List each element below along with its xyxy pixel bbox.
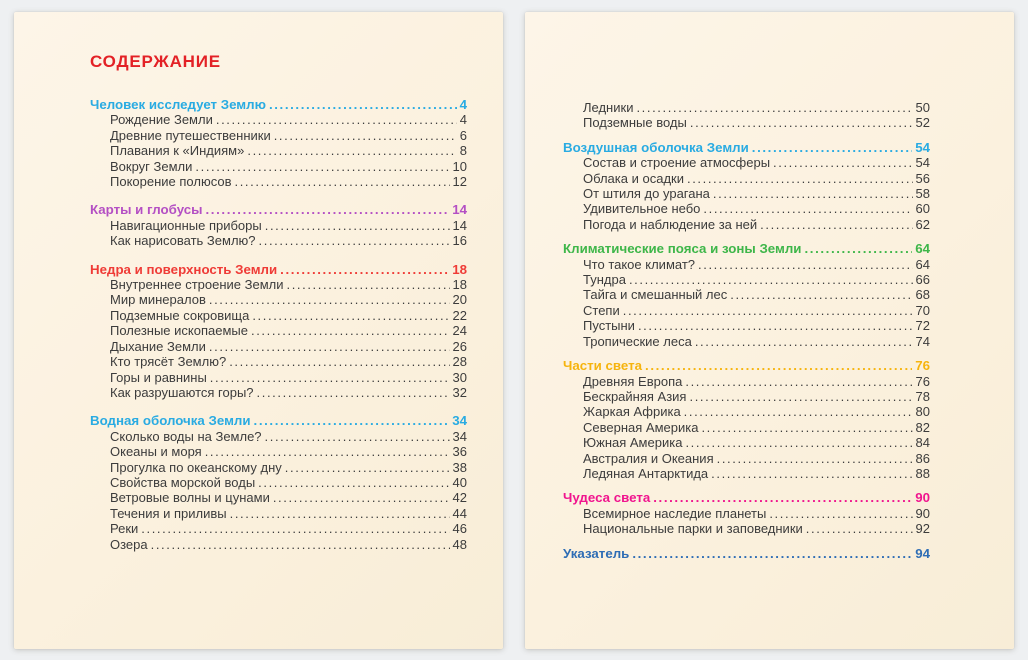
page-number: 86 — [915, 450, 930, 466]
left-page — [14, 12, 503, 649]
entry-label: Степи — [583, 302, 620, 318]
entry-label: Подземные воды — [583, 115, 687, 131]
toc-section — [563, 358, 930, 481]
toc-entry — [90, 143, 467, 158]
entry-label: Удивительное небо — [583, 201, 701, 217]
entry-label: Как нарисовать Землю? — [110, 233, 256, 249]
entry-label: Полезные ископаемые — [110, 323, 248, 339]
page-number: 68 — [915, 287, 930, 303]
page-number: 4 — [459, 97, 467, 112]
toc-entry — [563, 334, 930, 349]
toc-entry — [563, 374, 930, 389]
toc-title: СОДЕРЖАНИЕ — [90, 52, 221, 71]
entry-label: Тропические леса — [583, 333, 692, 349]
toc-entry — [90, 174, 467, 189]
dot-leader — [141, 521, 449, 536]
toc-entry — [563, 303, 930, 318]
toc-section-heading — [563, 546, 930, 561]
toc-entry — [90, 233, 467, 248]
toc-entry — [90, 475, 467, 490]
entry-label: Указатель — [563, 545, 630, 561]
entry-label: Облака и осадки — [583, 170, 684, 186]
page-number: 92 — [915, 521, 930, 537]
page-number: 30 — [452, 369, 467, 385]
dot-leader — [254, 413, 450, 428]
dot-leader — [229, 354, 449, 369]
dot-leader — [806, 521, 913, 536]
toc-section-heading — [563, 490, 930, 505]
entry-label: Части света — [563, 358, 643, 374]
page-number: 58 — [915, 186, 930, 202]
dot-leader — [653, 490, 912, 505]
dot-leader — [687, 171, 913, 186]
toc-section — [90, 97, 467, 189]
entry-label: Мир минералов — [110, 292, 206, 308]
page-number: 34 — [452, 428, 467, 444]
dot-leader — [623, 303, 913, 318]
toc-entry — [563, 155, 930, 170]
right-page-content — [563, 100, 930, 561]
page-number: 28 — [452, 354, 467, 370]
page-number: 16 — [452, 233, 467, 249]
toc-section-heading — [90, 202, 467, 217]
dot-leader — [689, 389, 912, 404]
entry-label: Океаны и моря — [110, 444, 202, 460]
dot-leader — [251, 323, 450, 338]
page-number: 54 — [915, 139, 930, 155]
page-number: 10 — [452, 158, 467, 174]
entry-label: Как разрушаются горы? — [110, 384, 254, 400]
toc-entry — [563, 404, 930, 419]
page-number: 26 — [452, 338, 467, 354]
toc-entry — [563, 171, 930, 186]
toc-section — [90, 202, 467, 248]
entry-label: Вокруг Земли — [110, 158, 193, 174]
dot-leader — [629, 272, 913, 287]
entry-label: Национальные парки и заповедники — [583, 521, 803, 537]
right-toc-column — [563, 100, 930, 561]
entry-label: Погода и наблюдение за ней — [583, 216, 758, 232]
toc-entry — [90, 218, 467, 233]
entry-label: Южная Америка — [583, 435, 683, 451]
page-number: 38 — [452, 459, 467, 475]
entry-label: От штиля до урагана — [583, 186, 710, 202]
toc-section-heading — [563, 140, 930, 155]
page-number: 14 — [452, 202, 467, 218]
entry-label: Плавания к «Индиям» — [110, 143, 245, 159]
toc-entry — [563, 435, 930, 450]
dot-leader — [252, 308, 449, 323]
dot-leader — [258, 475, 449, 490]
page-number: 82 — [915, 419, 930, 435]
dot-leader — [730, 287, 912, 302]
entry-label: Ветровые волны и цунами — [110, 490, 270, 506]
dot-leader — [273, 490, 450, 505]
toc-entry — [563, 272, 930, 287]
toc-entry — [90, 112, 467, 127]
dot-leader — [685, 435, 912, 450]
toc-entry — [90, 292, 467, 307]
page-number: 44 — [452, 505, 467, 521]
toc-entry — [90, 277, 467, 292]
entry-label: Человек исследует Землю — [90, 97, 266, 112]
dot-leader — [265, 429, 450, 444]
page-number: 32 — [452, 384, 467, 400]
toc-entry — [563, 201, 930, 216]
dot-leader — [698, 257, 913, 272]
toc-entry — [563, 287, 930, 302]
entry-label: Северная Америка — [583, 419, 699, 435]
page-number: 70 — [915, 302, 930, 318]
entry-label: Всемирное наследие планеты — [583, 505, 767, 521]
page-number: 64 — [915, 256, 930, 272]
dot-leader — [287, 277, 450, 292]
toc-entry — [90, 323, 467, 338]
entry-label: Рождение Земли — [110, 112, 213, 128]
entry-label: Бескрайняя Азия — [583, 388, 687, 404]
dot-leader — [638, 318, 913, 333]
toc-entry — [90, 490, 467, 505]
page-number: 14 — [452, 217, 467, 233]
entry-label: Подземные сокровища — [110, 307, 250, 323]
dot-leader — [769, 506, 912, 521]
toc-entry — [90, 354, 467, 369]
page-number: 12 — [452, 174, 467, 190]
entry-label: Древняя Европа — [583, 373, 683, 389]
toc-entry — [90, 308, 467, 323]
page-number: 90 — [915, 490, 930, 506]
entry-label: Внутреннее строение Земли — [110, 277, 284, 293]
entry-label: Течения и приливы — [110, 505, 227, 521]
entry-label: Древние путешественники — [110, 127, 271, 143]
page-number: 6 — [459, 127, 467, 143]
page-number: 52 — [915, 115, 930, 131]
page-number: 54 — [915, 155, 930, 171]
dot-leader — [265, 218, 450, 233]
dot-leader — [205, 444, 450, 459]
toc-entry — [563, 420, 930, 435]
right-page — [525, 12, 1014, 649]
toc-entry — [90, 460, 467, 475]
dot-leader — [684, 404, 913, 419]
toc-entry — [90, 159, 467, 174]
toc-entry — [90, 128, 467, 143]
toc-section — [563, 546, 930, 561]
entry-label: Озера — [110, 536, 148, 552]
page-number: 50 — [915, 100, 930, 115]
toc-entry — [563, 100, 930, 115]
page-number: 42 — [452, 490, 467, 506]
dot-leader — [685, 374, 912, 389]
entry-label: Ледяная Антарктида — [583, 465, 709, 481]
entry-label: Австралия и Океания — [583, 450, 714, 466]
toc-entry — [563, 506, 930, 521]
dot-leader — [195, 159, 449, 174]
toc-section-heading — [563, 358, 930, 373]
left-page-content — [90, 52, 467, 552]
page-number: 40 — [452, 474, 467, 490]
dot-leader — [632, 546, 912, 561]
dot-leader — [209, 339, 450, 354]
toc-section — [563, 100, 930, 131]
toc-section-heading — [90, 413, 467, 428]
page-number: 76 — [915, 358, 930, 374]
entry-label: Что такое климат? — [583, 256, 696, 272]
page-number: 94 — [915, 545, 930, 561]
dot-leader — [230, 506, 450, 521]
page-number: 4 — [459, 112, 467, 128]
dot-leader — [259, 233, 450, 248]
page-number: 46 — [452, 521, 467, 537]
page-number: 18 — [452, 261, 467, 277]
dot-leader — [151, 537, 450, 552]
toc-entry — [563, 186, 930, 201]
toc-entry — [90, 429, 467, 444]
page-number: 80 — [915, 404, 930, 420]
toc-section-heading — [90, 262, 467, 277]
left-toc-column — [90, 97, 467, 552]
entry-label: Прогулка по океанскому дну — [110, 459, 282, 475]
entry-label: Свойства морской воды — [110, 474, 256, 490]
page-number: 64 — [915, 241, 930, 257]
entry-label: Ледники — [583, 100, 634, 115]
entry-label: Навигационные приборы — [110, 217, 262, 233]
entry-label: Недра и поверхность Земли — [90, 261, 278, 277]
dot-leader — [760, 217, 912, 232]
entry-label: Дыхание Земли — [110, 338, 206, 354]
entry-label: Карты и глобусы — [90, 202, 203, 218]
dot-leader — [804, 241, 912, 256]
page-number: 72 — [915, 318, 930, 334]
dot-leader — [280, 262, 449, 277]
dot-leader — [247, 143, 456, 158]
toc-entry — [90, 506, 467, 521]
toc-section-heading — [563, 241, 930, 256]
dot-leader — [717, 451, 913, 466]
page-number: 20 — [452, 292, 467, 308]
page-number: 78 — [915, 388, 930, 404]
entry-label: Климатические пояса и зоны Земли — [563, 241, 802, 257]
dot-leader — [773, 155, 912, 170]
page-number: 90 — [915, 505, 930, 521]
entry-label: Горы и равнины — [110, 369, 207, 385]
toc-entry — [563, 217, 930, 232]
toc-section-heading — [90, 97, 467, 112]
dot-leader — [752, 140, 912, 155]
toc-entry — [563, 318, 930, 333]
entry-label: Кто трясёт Землю? — [110, 354, 227, 370]
dot-leader — [257, 385, 450, 400]
entry-label: Сколько воды на Земле? — [110, 428, 262, 444]
dot-leader — [636, 100, 912, 115]
dot-leader — [274, 128, 457, 143]
toc-entry — [90, 385, 467, 400]
page-number: 62 — [915, 216, 930, 232]
entry-label: Состав и строение атмосферы — [583, 155, 771, 171]
entry-label: Воздушная оболочка Земли — [563, 139, 749, 155]
page-number: 34 — [452, 413, 467, 429]
page-number: 56 — [915, 170, 930, 186]
dot-leader — [285, 460, 450, 475]
dot-leader — [234, 174, 449, 189]
toc-entry — [563, 521, 930, 536]
page-number: 36 — [452, 444, 467, 460]
dot-leader — [690, 115, 913, 130]
page-number: 8 — [459, 143, 467, 159]
dot-leader — [713, 186, 913, 201]
entry-label: Тундра — [583, 272, 626, 288]
entry-label: Тайга и смешанный лес — [583, 287, 728, 303]
page-number: 18 — [452, 277, 467, 293]
toc-section — [90, 413, 467, 552]
toc-section — [563, 490, 930, 536]
page-number: 24 — [452, 323, 467, 339]
toc-entry — [563, 115, 930, 130]
toc-entry — [563, 451, 930, 466]
toc-entry — [90, 339, 467, 354]
toc-entry — [90, 521, 467, 536]
dot-leader — [210, 370, 450, 385]
toc-entry — [90, 537, 467, 552]
toc-entry — [90, 444, 467, 459]
dot-leader — [703, 201, 912, 216]
toc-section — [563, 241, 930, 349]
dot-leader — [695, 334, 913, 349]
page-number: 84 — [915, 435, 930, 451]
dot-leader — [701, 420, 912, 435]
page-number: 88 — [915, 465, 930, 481]
entry-label: Пустыни — [583, 318, 635, 334]
dot-leader — [216, 112, 457, 127]
entry-label: Покорение полюсов — [110, 174, 232, 190]
page-number: 76 — [915, 373, 930, 389]
page-number: 48 — [452, 536, 467, 552]
toc-entry — [563, 389, 930, 404]
toc-entry — [90, 370, 467, 385]
dot-leader — [206, 202, 450, 217]
dot-leader — [711, 466, 912, 481]
entry-label: Реки — [110, 521, 139, 537]
toc-section — [563, 140, 930, 232]
dot-leader — [645, 358, 912, 373]
page-number: 74 — [915, 333, 930, 349]
entry-label: Водная оболочка Земли — [90, 413, 251, 429]
toc-entry — [563, 466, 930, 481]
toc-entry — [563, 257, 930, 272]
page-number: 22 — [452, 307, 467, 323]
entry-label: Чудеса света — [563, 490, 651, 506]
dot-leader — [209, 292, 450, 307]
dot-leader — [269, 97, 457, 112]
toc-section — [90, 262, 467, 401]
page-number: 60 — [915, 201, 930, 217]
page-number: 66 — [915, 272, 930, 288]
entry-label: Жаркая Африка — [583, 404, 681, 420]
